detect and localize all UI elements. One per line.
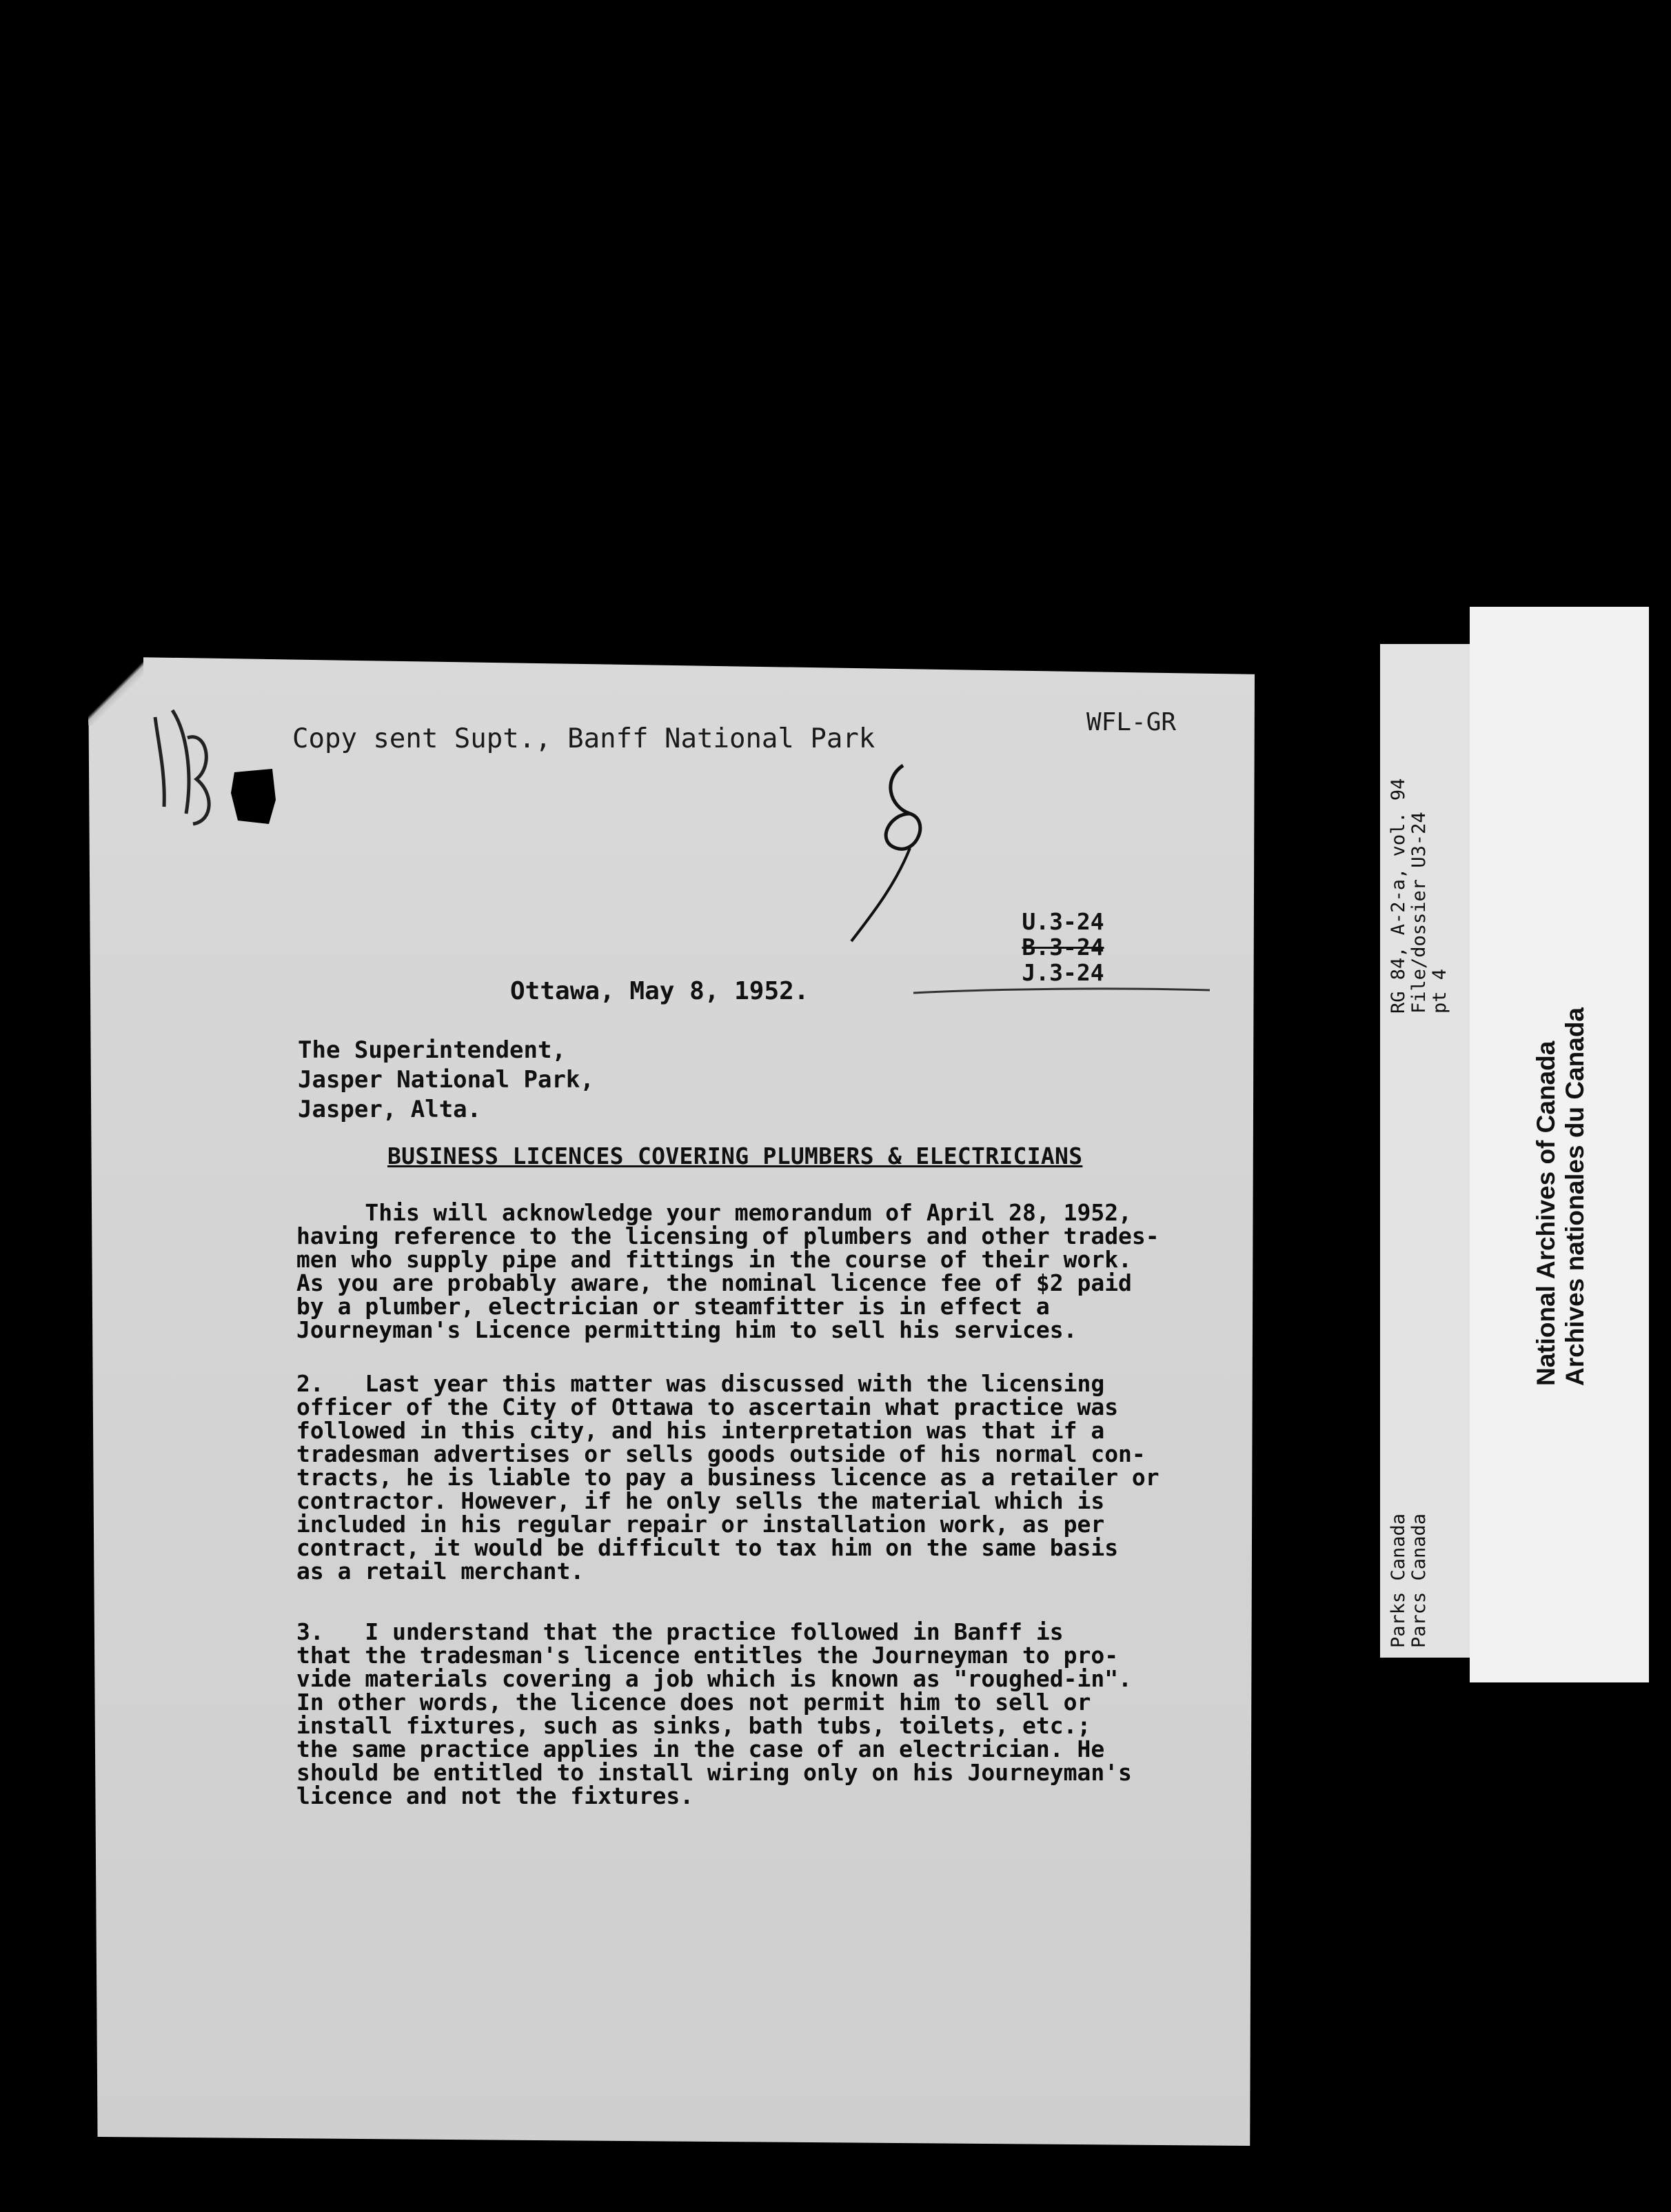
paragraph-line: followed in this city, and his interpretation was that if a <box>296 1417 1105 1444</box>
paragraph-line: tradesman advertises or sells goods outside of his normal con- <box>296 1440 1146 1467</box>
paragraph-line: As you are probably aware, the nominal licence fee of $2 paid <box>296 1269 1132 1296</box>
paragraph-line: contract, it would be difficult to tax him on the same basis <box>296 1534 1119 1561</box>
reference-line: File/dossier U3-24 <box>1408 812 1430 1014</box>
file-ref-b: B.3-24 <box>1022 934 1104 961</box>
addressee-line: The Superintendent, <box>298 1036 566 1064</box>
paragraph-line: In other words, the licence does not permit him to sell or <box>296 1689 1091 1716</box>
paragraph-line: install fixtures, such as sinks, bath tubs, toilets, etc.; <box>296 1712 1091 1739</box>
paragraph-line: included in his regular repair or installation work, as per <box>296 1511 1105 1538</box>
paragraph-line: Journeyman's Licence permitting him to sell his services. <box>296 1316 1077 1343</box>
typist-initials: WFL-GR <box>1086 708 1177 736</box>
punch-hole-mark <box>227 765 283 827</box>
handwritten-numeral <box>834 752 938 945</box>
reference-line: pt 4 <box>1429 968 1450 1014</box>
paragraph-line: should be entitled to install wiring only on his Journeyman's <box>296 1759 1132 1786</box>
institution-line: Archives nationales du Canada <box>1561 1007 1589 1386</box>
agency-text <box>1388 1514 1430 1648</box>
paragraph-line: licence and not the fixtures. <box>296 1782 694 1809</box>
paragraph-line: 2. Last year this matter was discussed with the licensing <box>296 1370 1105 1397</box>
paragraph-line: men who supply pipe and fittings in the course of their work. <box>296 1246 1132 1273</box>
institution-text <box>1532 1007 1590 1386</box>
handwritten-margin-mark <box>138 690 234 841</box>
agency-line: Parks Canada <box>1388 1513 1409 1648</box>
institution-line: National Archives of Canada <box>1532 1040 1560 1386</box>
underline-stroke <box>910 979 1213 1000</box>
paragraph-line: the same practice applies in the case of an electrician. He <box>296 1736 1105 1762</box>
file-references <box>987 909 1139 985</box>
page-corner-fold <box>88 656 143 725</box>
addressee-line: Jasper, Alta. <box>298 1096 482 1123</box>
paragraph-3 <box>296 1620 1241 1808</box>
paragraph-line: tracts, he is liable to pay a business licence as a retailer or <box>296 1464 1159 1491</box>
paragraph-line: having reference to the licensing of plumbers and other trades- <box>296 1223 1159 1249</box>
copy-notation: Copy sent Supt., Banff National Park <box>292 723 875 754</box>
file-ref-j: J.3-24 <box>1022 959 1104 986</box>
paragraph-line: that the tradesman's licence entitles the Journeyman to pro- <box>296 1642 1119 1669</box>
paragraph-line: by a plumber, electrician or steamfitter is in effect a <box>296 1293 1050 1320</box>
archive-reference-text <box>1388 778 1450 1014</box>
paragraph-line: This will acknowledge your memorandum of April 28, 1952, <box>296 1199 1132 1226</box>
dateline: Ottawa, May 8, 1952. <box>510 977 809 1005</box>
reference-line: RG 84, A-2-a, vol. 94 <box>1388 778 1409 1014</box>
paragraph-2 <box>296 1372 1241 1583</box>
file-ref-u: U.3-24 <box>1022 908 1104 935</box>
agency-line: Parcs Canada <box>1408 1513 1430 1648</box>
paragraph-line: officer of the City of Ottawa to ascertain what practice was <box>296 1394 1119 1420</box>
paragraph-line: contractor. However, if he only sells the material which is <box>296 1487 1105 1514</box>
paragraph-1 <box>296 1201 1241 1342</box>
addressee-line: Jasper National Park, <box>298 1066 594 1094</box>
addressee-block <box>298 1036 594 1125</box>
subject-heading: BUSINESS LICENCES COVERING PLUMBERS & ELECTRICIANS <box>387 1143 1083 1169</box>
paragraph-line: 3. I understand that the practice followed in Banff is <box>296 1618 1064 1645</box>
paragraph-line: vide materials covering a job which is known as "roughed-in". <box>296 1665 1132 1692</box>
paragraph-line: as a retail merchant. <box>296 1558 585 1585</box>
